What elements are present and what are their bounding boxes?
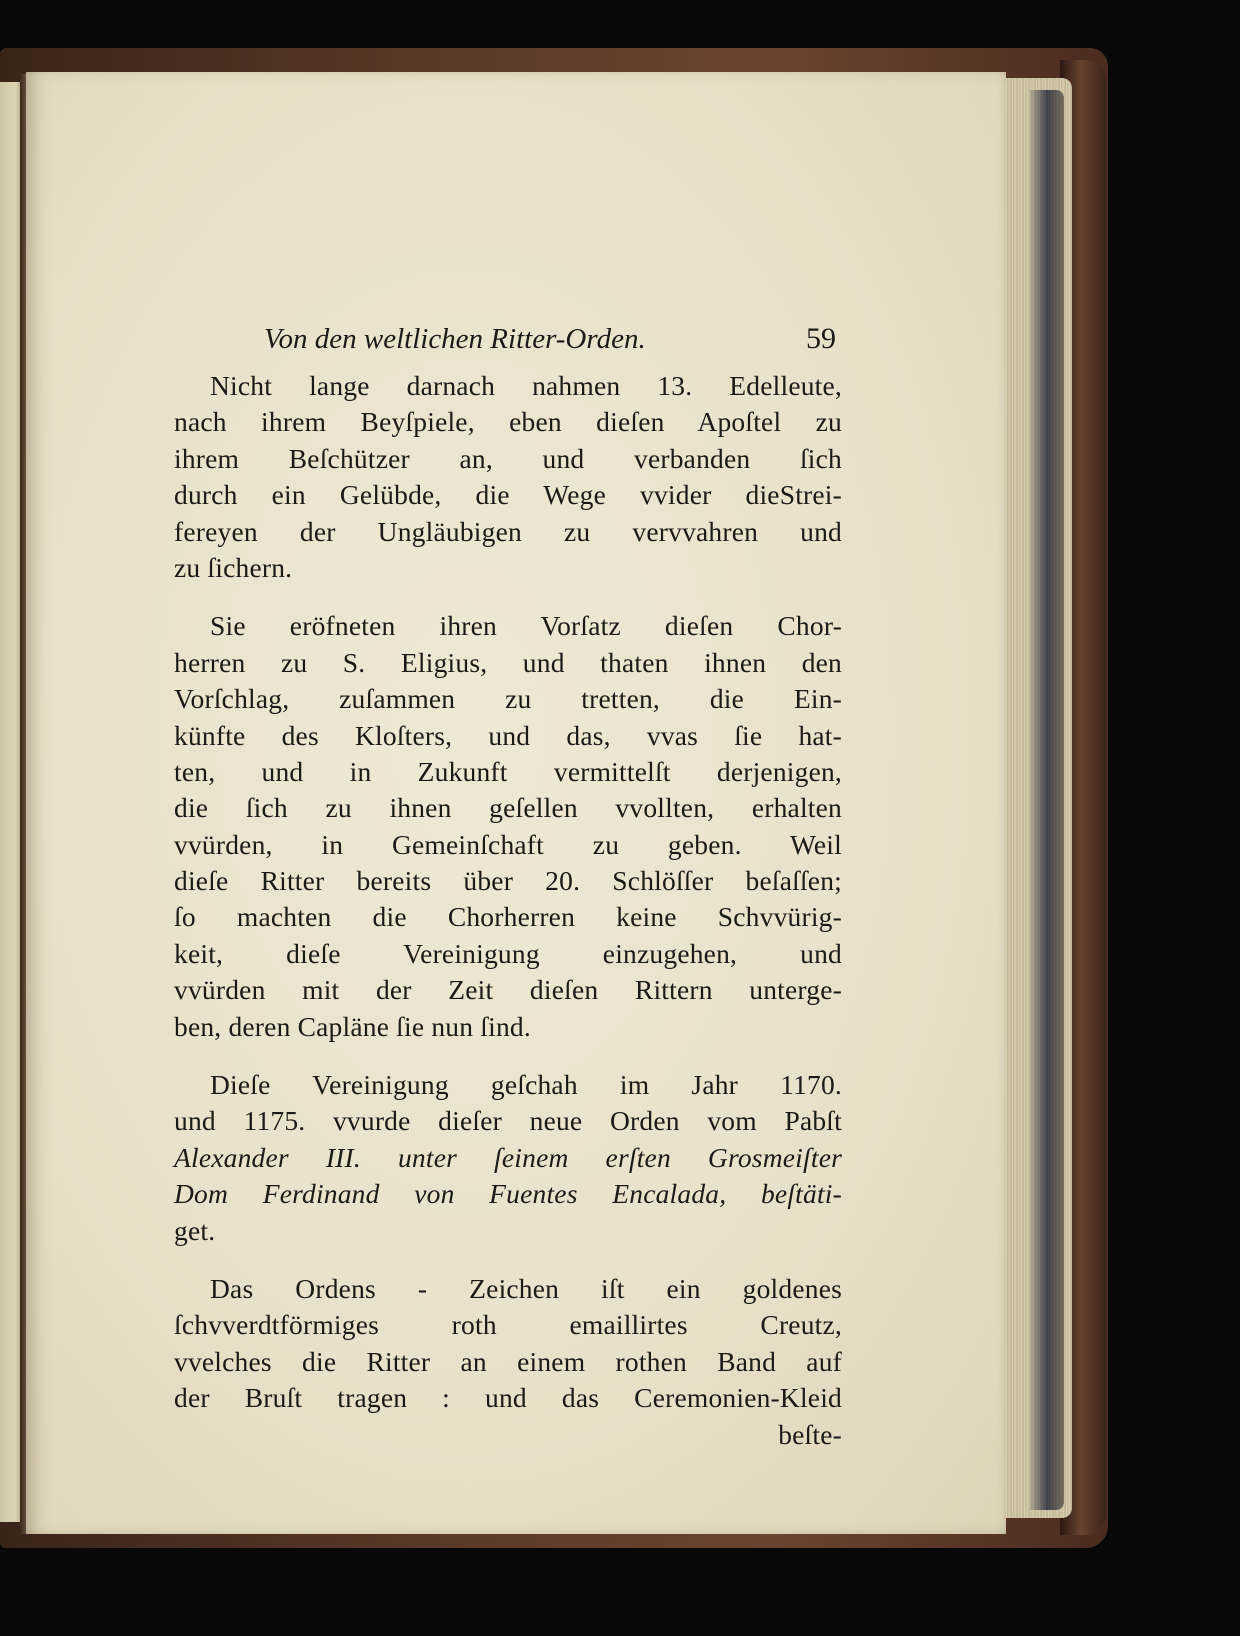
page-edges-shadow [1030, 90, 1064, 1510]
text-line: dieſe Ritter bereits über 20. Schlöſſer beſaſſen; [174, 865, 842, 897]
text-line: und 1175. vvurde dieſer neue Orden vom Pabſt [174, 1105, 842, 1137]
page-number: 59 [806, 322, 836, 355]
facing-page-edge [0, 82, 22, 1522]
text-line: der Bruſt tragen : und das Ceremonien-Kleid [174, 1382, 842, 1414]
text-line: get. [174, 1214, 216, 1246]
catchword: beſte- [778, 1418, 842, 1450]
text-line: die ſich zu ihnen geſellen vvollten, erhalten [174, 792, 842, 824]
text-line: vvelches die Ritter an einem rothen Band auf [174, 1345, 842, 1377]
text-line: Das Ordens - Zeichen iſt ein goldenes [210, 1272, 842, 1304]
running-title: Von den weltlichen Ritter-Orden. [264, 323, 646, 355]
paragraph-1 [174, 368, 842, 586]
paragraph-2 [174, 608, 842, 1045]
text-line: Sie eröfneten ihren Vorſatz dieſen Chor- [210, 610, 842, 642]
book-page [26, 72, 1006, 1534]
text-line: keit, dieſe Vereinigung einzugehen, und [174, 937, 842, 969]
text-block [174, 322, 842, 1475]
text-line: nach ihrem Beyſpiele, eben dieſen Apoſtel zu [174, 406, 842, 438]
paragraph-3 [174, 1067, 842, 1249]
text-line: Nicht lange darnach nahmen 13. Edelleute, [210, 370, 842, 401]
text-line: Vorſchlag, zuſammen zu tretten, die Ein- [174, 683, 842, 715]
text-line: Dieſe Vereinigung geſchah im Jahr 1170. [210, 1069, 842, 1101]
text-line: durch ein Gelübde, die Wege vvider dieStrei- [174, 479, 842, 511]
text-line: Alexander III. unter ſeinem erſten Grosmeiſter [174, 1141, 842, 1173]
text-line: ten, und in Zukunft vermittelſt derjenigen, [174, 755, 842, 787]
text-line: zu ſichern. [174, 551, 293, 583]
text-line: ben, deren Capläne ſie nun ſind. [174, 1010, 531, 1042]
running-head [264, 322, 842, 368]
text-line: ſchvverdtförmiges roth emaillirtes Creutz, [174, 1309, 842, 1341]
text-line: vvürden mit der Zeit dieſen Rittern unterge- [174, 974, 842, 1006]
text-line: ihrem Beſchützer an, und verbanden ſich [174, 442, 842, 474]
text-line: herren zu S. Eligius, und thaten ihnen den [174, 646, 842, 678]
text-line: künfte des Kloſters, und das, vvas ſie hat- [174, 719, 842, 751]
text-line: ſo machten die Chorherren keine Schvvürig- [174, 901, 842, 933]
text-line: Dom Ferdinand von Fuentes Encalada, beſtäti- [174, 1178, 842, 1210]
text-line: fereyen der Ungläubigen zu vervvahren und [174, 515, 842, 547]
paragraph-4 [174, 1271, 842, 1453]
text-line: vvürden, in Gemeinſchaft zu geben. Weil [174, 828, 842, 860]
